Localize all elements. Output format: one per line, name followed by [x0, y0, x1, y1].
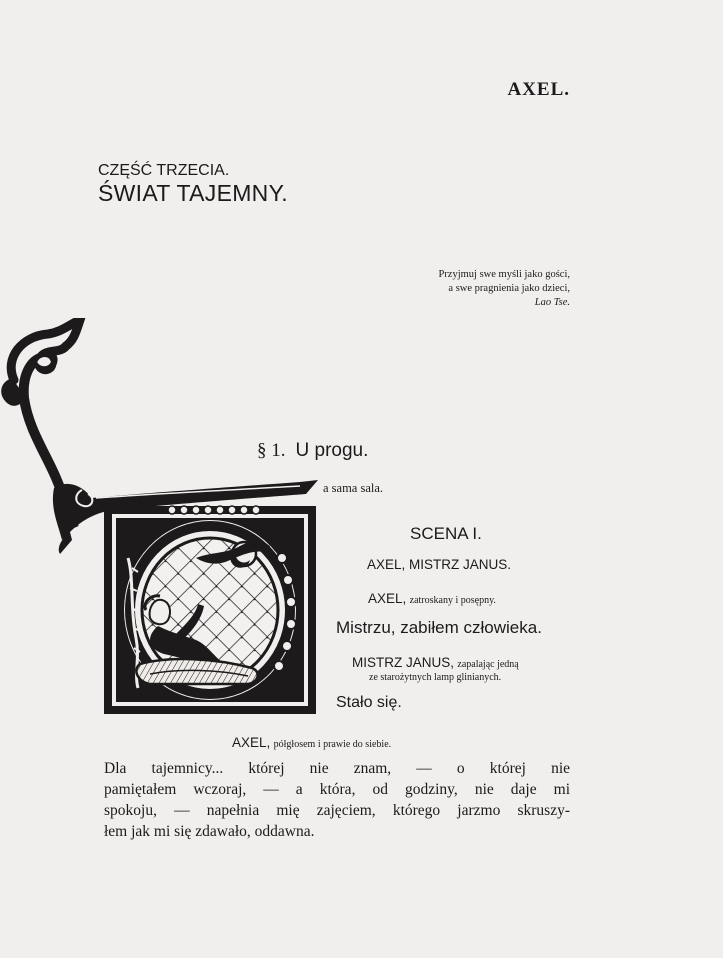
- speaker-cue: [352, 655, 519, 671]
- speaker-name: MISTRZ JANUS,: [352, 655, 455, 670]
- part-label: CZĘŚĆ TRZECIA.: [98, 162, 230, 179]
- stage-direction: ze starożytnych lamp glinianych.: [369, 672, 502, 683]
- epigraph-line: Przyjmuj swe myśli jako gości,: [438, 269, 570, 280]
- stage-direction: półgłosem i prawie do siebie.: [273, 739, 392, 750]
- running-head: AXEL.: [507, 79, 570, 100]
- speech-line: Dla tajemnicy... której nie znam, — o której nie: [104, 760, 570, 777]
- bleed-through-text: [95, 78, 99, 97]
- section-title: U progu.: [295, 440, 369, 461]
- epigraph: [330, 268, 570, 310]
- stage-direction: zatroskany i posępny.: [409, 595, 496, 606]
- ornamental-initial-icon: [0, 318, 325, 718]
- dialogue-line: Mistrzu, zabiłem człowieka.: [336, 618, 542, 637]
- speech-line: łem jak mi się zdawało, oddawna.: [104, 823, 315, 840]
- stage-direction: zapalając jedną: [457, 659, 519, 670]
- speaker-name: AXEL,: [368, 591, 407, 606]
- speaker-name: AXEL,: [232, 735, 271, 750]
- section-number: § 1.: [257, 440, 286, 461]
- speaker-cue: [368, 591, 496, 607]
- speaker-cue: [232, 735, 391, 751]
- section-heading: [257, 440, 368, 462]
- speech-paragraph: [104, 758, 570, 842]
- dialogue-line: Stało się.: [336, 694, 402, 711]
- character-list: AXEL, MISTRZ JANUS.: [367, 557, 512, 572]
- speech-line: spokoju, — napełnia mię zajęciem, którego jarzmo skruszy-: [104, 802, 570, 819]
- speech-line: pamiętałem wczoraj, — a która, od godziny, nie daje mi: [104, 781, 570, 798]
- stage-note: a sama sala.: [323, 481, 384, 495]
- epigraph-author: Lao Tse.: [534, 297, 570, 308]
- part-title: ŚWIAT TAJEMNY.: [98, 180, 288, 206]
- epigraph-line: a swe pragnienia jako dzieci,: [448, 283, 570, 294]
- scene-heading: SCENA I.: [410, 524, 482, 543]
